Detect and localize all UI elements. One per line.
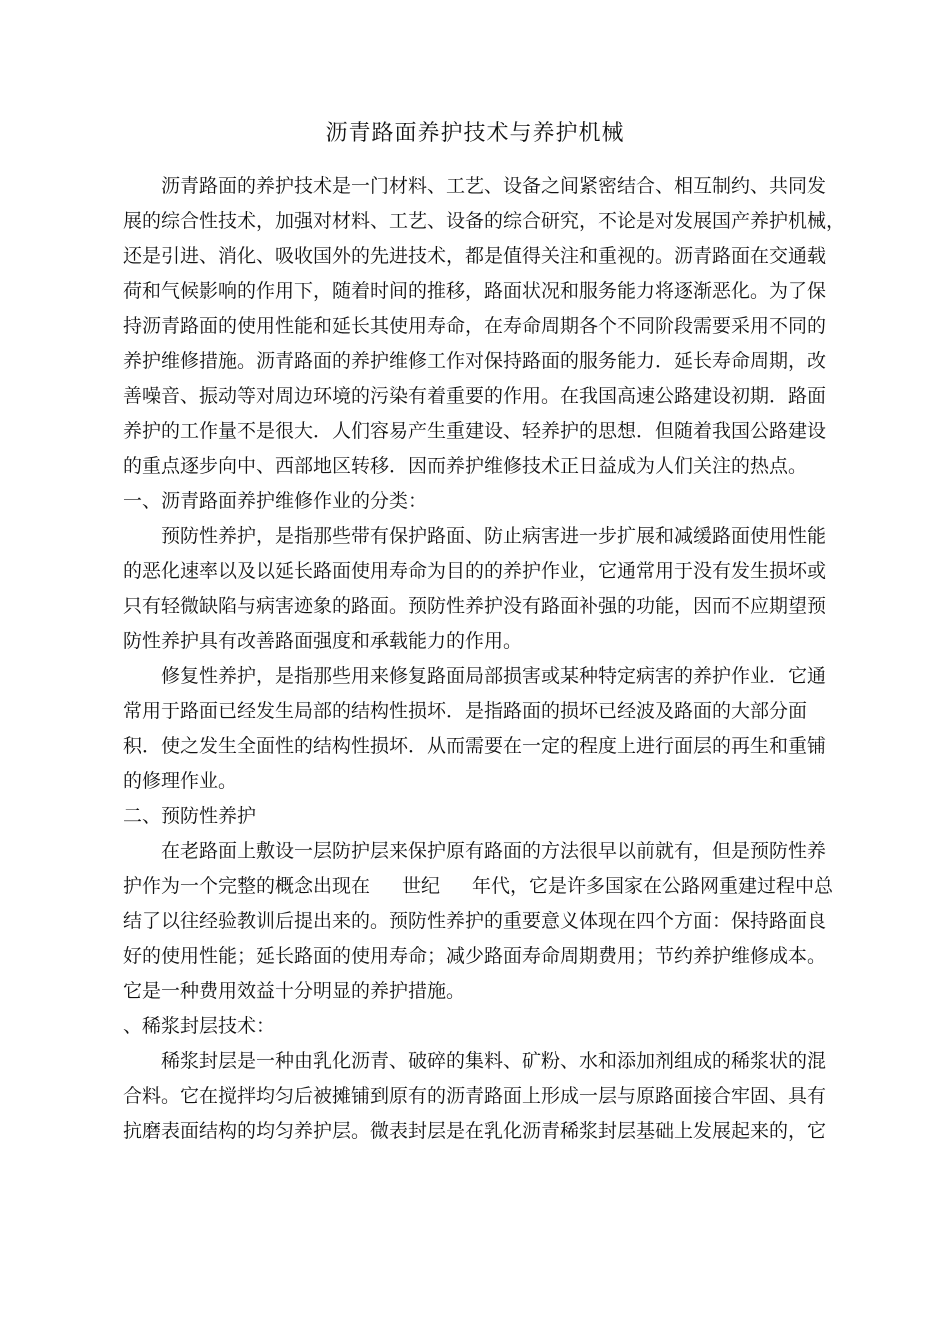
text-fragment: 护作为一个完整的概念出现在: [123, 875, 371, 897]
paragraph-line: 的修理作业。: [123, 770, 238, 792]
section-heading: 一、沥青路面养护维修作业的分类：: [123, 490, 428, 512]
paragraph-line: 修复性养护，是指那些用来修复路面局部损害或某种特定病害的养护作业．它通: [161, 665, 827, 687]
paragraph-line: 稀浆封层是一种由乳化沥青、破碎的集料、矿粉、水和添加剂组成的稀浆状的混: [161, 1050, 827, 1072]
document-title: 沥青路面养护技术与养护机械: [325, 121, 625, 146]
text-fragment: 年代，它是许多国家在公路网重建过程中总: [472, 875, 834, 897]
text-fragment: 世纪: [402, 875, 441, 897]
paragraph-line: 善噪音、振动等对周边环境的污染有着重要的作用。在我国高速公路建设初期．路面: [123, 385, 827, 407]
paragraph-line: 预防性养护，是指那些带有保护路面、防止病害进一步扩展和减缓路面使用性能: [161, 525, 827, 547]
paragraph-line: 展的综合性技术，加强对材料、工艺、设备的综合研究，不论是对发展国产养护机械，: [123, 210, 846, 232]
paragraph-line: 养护的工作量不是很大．人们容易产生重建设、轻养护的思想．但随着我国公路建设: [123, 420, 827, 442]
paragraph-line: 它是一种费用效益十分明显的养护措施。: [123, 980, 466, 1002]
paragraph-line: 积．使之发生全面性的结构性损坏．从而需要在一定的程度上进行面层的再生和重铺: [123, 735, 827, 757]
paragraph-line: 养护维修措施。沥青路面的养护维修工作对保持路面的服务能力．延长寿命周期，改: [123, 350, 827, 372]
paragraph-line: 沥青路面的养护技术是一门材料、工艺、设备之间紧密结合、相互制约、共同发: [161, 175, 827, 197]
paragraph-line: 合料。它在搅拌均匀后被摊铺到原有的沥青路面上形成一层与原路面接合牢固、具有: [123, 1085, 827, 1107]
paragraph-line: 结了以往经验教训后提出来的。预防性养护的重要意义体现在四个方面：保持路面良: [123, 910, 827, 932]
paragraph-line: 的恶化速率以及以延长路面使用寿命为目的的养护作业，它通常用于没有发生损坏或: [123, 560, 827, 582]
paragraph-line-with-gaps: [123, 872, 833, 900]
paragraph-line: 还是引进、消化、吸收国外的先进技术，都是值得关注和重视的。沥青路面在交通载: [123, 245, 827, 267]
paragraph-line: 的重点逐步向中、西部地区转移．因而养护维修技术正日益成为人们关注的热点。: [123, 455, 808, 477]
subsection-heading: 、稀浆封层技术：: [123, 1015, 276, 1037]
section-heading: 二、预防性养护: [123, 805, 257, 827]
paragraph-line: 抗磨表面结构的均匀养护层。微表封层是在乳化沥青稀浆封层基础上发展起来的，它: [123, 1120, 827, 1142]
paragraph-line: 常用于路面已经发生局部的结构性损坏．是指路面的损坏已经波及路面的大部分面: [123, 700, 808, 722]
paragraph-line: 持沥青路面的使用性能和延长其使用寿命，在寿命周期各个不同阶段需要采用不同的: [123, 315, 827, 337]
paragraph-line: 只有轻微缺陷与病害迹象的路面。预防性养护没有路面补强的功能，因而不应期望预: [123, 595, 827, 617]
paragraph-line: 荷和气候影响的作用下，随着时间的推移，路面状况和服务能力将逐渐恶化。为了保: [123, 280, 827, 302]
paragraph-line: 在老路面上敷设一层防护层来保护原有路面的方法很早以前就有，但是预防性养: [161, 840, 827, 862]
paragraph-line: 防性养护具有改善路面强度和承载能力的作用。: [123, 630, 523, 652]
paragraph-line: 好的使用性能；延长路面的使用寿命；减少路面寿命周期费用；节约养护维修成本。: [123, 945, 827, 967]
